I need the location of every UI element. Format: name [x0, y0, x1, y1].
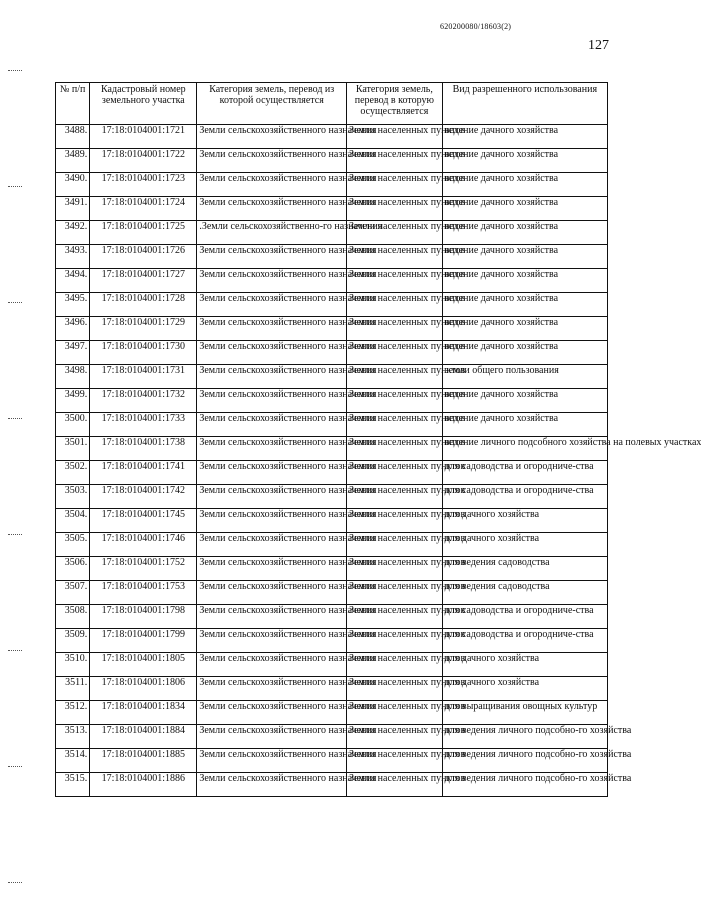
to-category: Земли населенных пунктов — [347, 677, 443, 701]
cadastral-number: 17:18:0104001:1729 — [90, 317, 197, 341]
header-cadastral-number: Кадастровый номер земельного участка — [90, 83, 197, 125]
permitted-use: ведение дачного хозяйства — [442, 125, 607, 149]
cadastral-number: 17:18:0104001:1885 — [90, 749, 197, 773]
cadastral-number: 17:18:0104001:1799 — [90, 629, 197, 653]
row-number: 3506. — [56, 557, 90, 581]
permitted-use: для ведения личного подсобно-го хозяйства — [442, 725, 607, 749]
permitted-use: для выращивания овощных культур — [442, 701, 607, 725]
from-category: .Земли сельскохозяйственно-го назначения — [197, 221, 347, 245]
cadastral-number: 17:18:0104001:1741 — [90, 461, 197, 485]
cadastral-number: 17:18:0104001:1805 — [90, 653, 197, 677]
to-category: Земли населенных пунктов — [347, 221, 443, 245]
to-category: Земли населенных пунктов — [347, 485, 443, 509]
from-category: Земли сельскохозяйственного назначения — [197, 317, 347, 341]
table-row — [56, 725, 608, 749]
table-row — [56, 581, 608, 605]
from-category: Земли сельскохозяйственного назначения — [197, 149, 347, 173]
permitted-use: земли общего пользования — [442, 365, 607, 389]
row-number: 3510. — [56, 653, 90, 677]
row-number: 3497. — [56, 341, 90, 365]
table-row — [56, 173, 608, 197]
to-category: Земли населенных пунктов — [347, 437, 443, 461]
table-row — [56, 605, 608, 629]
from-category: Земли сельскохозяйственного назначения — [197, 293, 347, 317]
permitted-use: ведение дачного хозяйства — [442, 149, 607, 173]
permitted-use: для ведения садоводства — [442, 581, 607, 605]
row-number: 3508. — [56, 605, 90, 629]
from-category: Земли сельскохозяйственного назначения — [197, 125, 347, 149]
permitted-use: ведение дачного хозяйства — [442, 173, 607, 197]
row-number: 3501. — [56, 437, 90, 461]
table-row — [56, 485, 608, 509]
row-number: 3509. — [56, 629, 90, 653]
cadastral-number: 17:18:0104001:1722 — [90, 149, 197, 173]
permitted-use: для дачного хозяйства — [442, 509, 607, 533]
margin-mark — [8, 70, 22, 71]
cadastral-number: 17:18:0104001:1727 — [90, 269, 197, 293]
to-category: Земли населенных пунктов — [347, 389, 443, 413]
table-row — [56, 125, 608, 149]
to-category: Земли населенных пунктов — [347, 125, 443, 149]
table-row — [56, 413, 608, 437]
from-category: Земли сельскохозяйственного назначения — [197, 365, 347, 389]
row-number: 3488. — [56, 125, 90, 149]
from-category: Земли сельскохозяйственного назначения — [197, 413, 347, 437]
margin-mark — [8, 302, 22, 303]
cadastral-number: 17:18:0104001:1731 — [90, 365, 197, 389]
table-row — [56, 389, 608, 413]
row-number: 3492. — [56, 221, 90, 245]
permitted-use: для дачного хозяйства — [442, 653, 607, 677]
cadastral-number: 17:18:0104001:1721 — [90, 125, 197, 149]
row-number: 3496. — [56, 317, 90, 341]
permitted-use: для садоводства и огородниче-ства — [442, 605, 607, 629]
table-row — [56, 653, 608, 677]
table-row — [56, 509, 608, 533]
from-category: Земли сельскохозяйственного назначения — [197, 389, 347, 413]
permitted-use: для садоводства и огородниче-ства — [442, 461, 607, 485]
to-category: Земли населенных пунктов — [347, 773, 443, 797]
row-number: 3498. — [56, 365, 90, 389]
permitted-use: для ведения личного подсобно-го хозяйства — [442, 749, 607, 773]
table-row — [56, 221, 608, 245]
from-category: Земли сельскохозяйственного назначения — [197, 605, 347, 629]
table-row — [56, 533, 608, 557]
from-category: Земли сельскохозяйственного назначения — [197, 461, 347, 485]
row-number: 3504. — [56, 509, 90, 533]
from-category: Земли сельскохозяйственного назначения — [197, 749, 347, 773]
table-row — [56, 341, 608, 365]
from-category: Земли сельскохозяйственного назначения — [197, 725, 347, 749]
row-number: 3493. — [56, 245, 90, 269]
page-number: 127 — [588, 38, 609, 53]
to-category: Земли населенных пунктов — [347, 293, 443, 317]
from-category: Земли сельскохозяйственного назначения — [197, 773, 347, 797]
row-number: 3500. — [56, 413, 90, 437]
from-category: Земли сельскохозяйственного назначения — [197, 197, 347, 221]
cadastral-number: 17:18:0104001:1746 — [90, 533, 197, 557]
table-row — [56, 629, 608, 653]
header-permitted-use: Вид разрешенного использования — [442, 83, 607, 125]
row-number: 3511. — [56, 677, 90, 701]
cadastral-number: 17:18:0104001:1742 — [90, 485, 197, 509]
to-category: Земли населенных пунктов — [347, 749, 443, 773]
cadastral-number: 17:18:0104001:1728 — [90, 293, 197, 317]
to-category: Земли населенных пунктов — [347, 269, 443, 293]
to-category: Земли населенных пунктов — [347, 245, 443, 269]
permitted-use: ведение дачного хозяйства — [442, 269, 607, 293]
row-number: 3490. — [56, 173, 90, 197]
row-number: 3515. — [56, 773, 90, 797]
cadastral-number: 17:18:0104001:1752 — [90, 557, 197, 581]
row-number: 3503. — [56, 485, 90, 509]
cadastral-number: 17:18:0104001:1738 — [90, 437, 197, 461]
to-category: Земли населенных пунктов — [347, 317, 443, 341]
to-category: Земли населенных пунктов — [347, 701, 443, 725]
table-row — [56, 365, 608, 389]
from-category: Земли сельскохозяйственного назначения — [197, 581, 347, 605]
row-number: 3507. — [56, 581, 90, 605]
permitted-use: ведение дачного хозяйства — [442, 413, 607, 437]
table-row — [56, 269, 608, 293]
from-category: Земли сельскохозяйственного назначения — [197, 701, 347, 725]
margin-mark — [8, 882, 22, 883]
to-category: Земли населенных пунктов — [347, 653, 443, 677]
to-category: Земли населенных пунктов — [347, 197, 443, 221]
row-number: 3489. — [56, 149, 90, 173]
margin-mark — [8, 766, 22, 767]
cadastral-number: 17:18:0104001:1730 — [90, 341, 197, 365]
permitted-use: для дачного хозяйства — [442, 677, 607, 701]
permitted-use: ведение дачного хозяйства — [442, 317, 607, 341]
from-category: Земли сельскохозяйственного назначения — [197, 437, 347, 461]
cadastral-number: 17:18:0104001:1723 — [90, 173, 197, 197]
cadastral-number: 17:18:0104001:1725 — [90, 221, 197, 245]
to-category: Земли населенных пунктов — [347, 509, 443, 533]
permitted-use: для дачного хозяйства — [442, 533, 607, 557]
cadastral-number: 17:18:0104001:1753 — [90, 581, 197, 605]
table-header-row — [56, 83, 608, 125]
table-row — [56, 701, 608, 725]
permitted-use: для ведения личного подсобно-го хозяйства — [442, 773, 607, 797]
row-number: 3512. — [56, 701, 90, 725]
permitted-use: ведение дачного хозяйства — [442, 245, 607, 269]
to-category: Земли населенных пунктов — [347, 533, 443, 557]
cadastral-number: 17:18:0104001:1724 — [90, 197, 197, 221]
document-number: 620200080/18603(2) — [440, 22, 512, 31]
land-category-table — [55, 82, 701, 797]
from-category: Земли сельскохозяйственного назначения — [197, 629, 347, 653]
row-number: 3505. — [56, 533, 90, 557]
table-row — [56, 245, 608, 269]
cadastral-number: 17:18:0104001:1834 — [90, 701, 197, 725]
table-row — [56, 773, 608, 797]
cadastral-number: 17:18:0104001:1726 — [90, 245, 197, 269]
from-category: Земли сельскохозяйственного назначения — [197, 677, 347, 701]
cadastral-number: 17:18:0104001:1884 — [90, 725, 197, 749]
to-category: Земли населенных пунктов — [347, 581, 443, 605]
margin-mark — [8, 186, 22, 187]
to-category: Земли населенных пунктов — [347, 149, 443, 173]
row-number: 3494. — [56, 269, 90, 293]
table-row — [56, 749, 608, 773]
cadastral-number: 17:18:0104001:1798 — [90, 605, 197, 629]
margin-mark — [8, 650, 22, 651]
from-category: Земли сельскохозяйственного назначения — [197, 269, 347, 293]
from-category: Земли сельскохозяйственного назначения — [197, 245, 347, 269]
cadastral-number: 17:18:0104001:1733 — [90, 413, 197, 437]
table-row — [56, 677, 608, 701]
from-category: Земли сельскохозяйственного назначения — [197, 557, 347, 581]
cadastral-number: 17:18:0104001:1886 — [90, 773, 197, 797]
cadastral-number: 17:18:0104001:1732 — [90, 389, 197, 413]
to-category: Земли населенных пунктов — [347, 629, 443, 653]
header-num: № п/п — [56, 83, 90, 125]
row-number: 3513. — [56, 725, 90, 749]
from-category: Земли сельскохозяйственного назначения — [197, 653, 347, 677]
table-row — [56, 149, 608, 173]
permitted-use: для ведения садоводства — [442, 557, 607, 581]
from-category: Земли сельскохозяйственного назначения — [197, 533, 347, 557]
to-category: Земли населенных пунктов — [347, 461, 443, 485]
to-category: Земли населенных пунктов — [347, 557, 443, 581]
permitted-use: ведение дачного хозяйства — [442, 341, 607, 365]
header-from-category: Категория земель, перевод из которой осуществляется — [197, 83, 347, 125]
row-number: 3491. — [56, 197, 90, 221]
table-row — [56, 197, 608, 221]
margin-mark — [8, 418, 22, 419]
table-row — [56, 437, 608, 461]
row-number: 3514. — [56, 749, 90, 773]
from-category: Земли сельскохозяйственного назначения — [197, 173, 347, 197]
permitted-use: для садоводства и огородниче-ства — [442, 629, 607, 653]
from-category: Земли сельскохозяйственного назначения — [197, 485, 347, 509]
permitted-use: ведение дачного хозяйства — [442, 197, 607, 221]
from-category: Земли сельскохозяйственного назначения — [197, 509, 347, 533]
table-row — [56, 557, 608, 581]
header-to-category: Категория земель, перевод в которую осуществляется — [347, 83, 443, 125]
permitted-use: ведение дачного хозяйства — [442, 389, 607, 413]
margin-mark — [8, 534, 22, 535]
to-category: Земли населенных пунктов — [347, 725, 443, 749]
to-category: Земли населенных пунктов — [347, 365, 443, 389]
permitted-use: ведение личного подсобного хозяйства на полевых участках — [442, 437, 607, 461]
permitted-use: для садоводства и огородниче-ства — [442, 485, 607, 509]
to-category: Земли населенных пунктов — [347, 605, 443, 629]
permitted-use: ведение дачного хозяйства — [442, 221, 607, 245]
row-number: 3499. — [56, 389, 90, 413]
row-number: 3495. — [56, 293, 90, 317]
from-category: Земли сельскохозяйственного назначения — [197, 341, 347, 365]
cadastral-number: 17:18:0104001:1806 — [90, 677, 197, 701]
row-number: 3502. — [56, 461, 90, 485]
cadastral-number: 17:18:0104001:1745 — [90, 509, 197, 533]
table-row — [56, 293, 608, 317]
table-row — [56, 317, 608, 341]
to-category: Земли населенных пунктов — [347, 341, 443, 365]
to-category: Земли населенных пунктов — [347, 173, 443, 197]
permitted-use: ведение дачного хозяйства — [442, 293, 607, 317]
table-row — [56, 461, 608, 485]
to-category: Земли населенных пунктов — [347, 413, 443, 437]
